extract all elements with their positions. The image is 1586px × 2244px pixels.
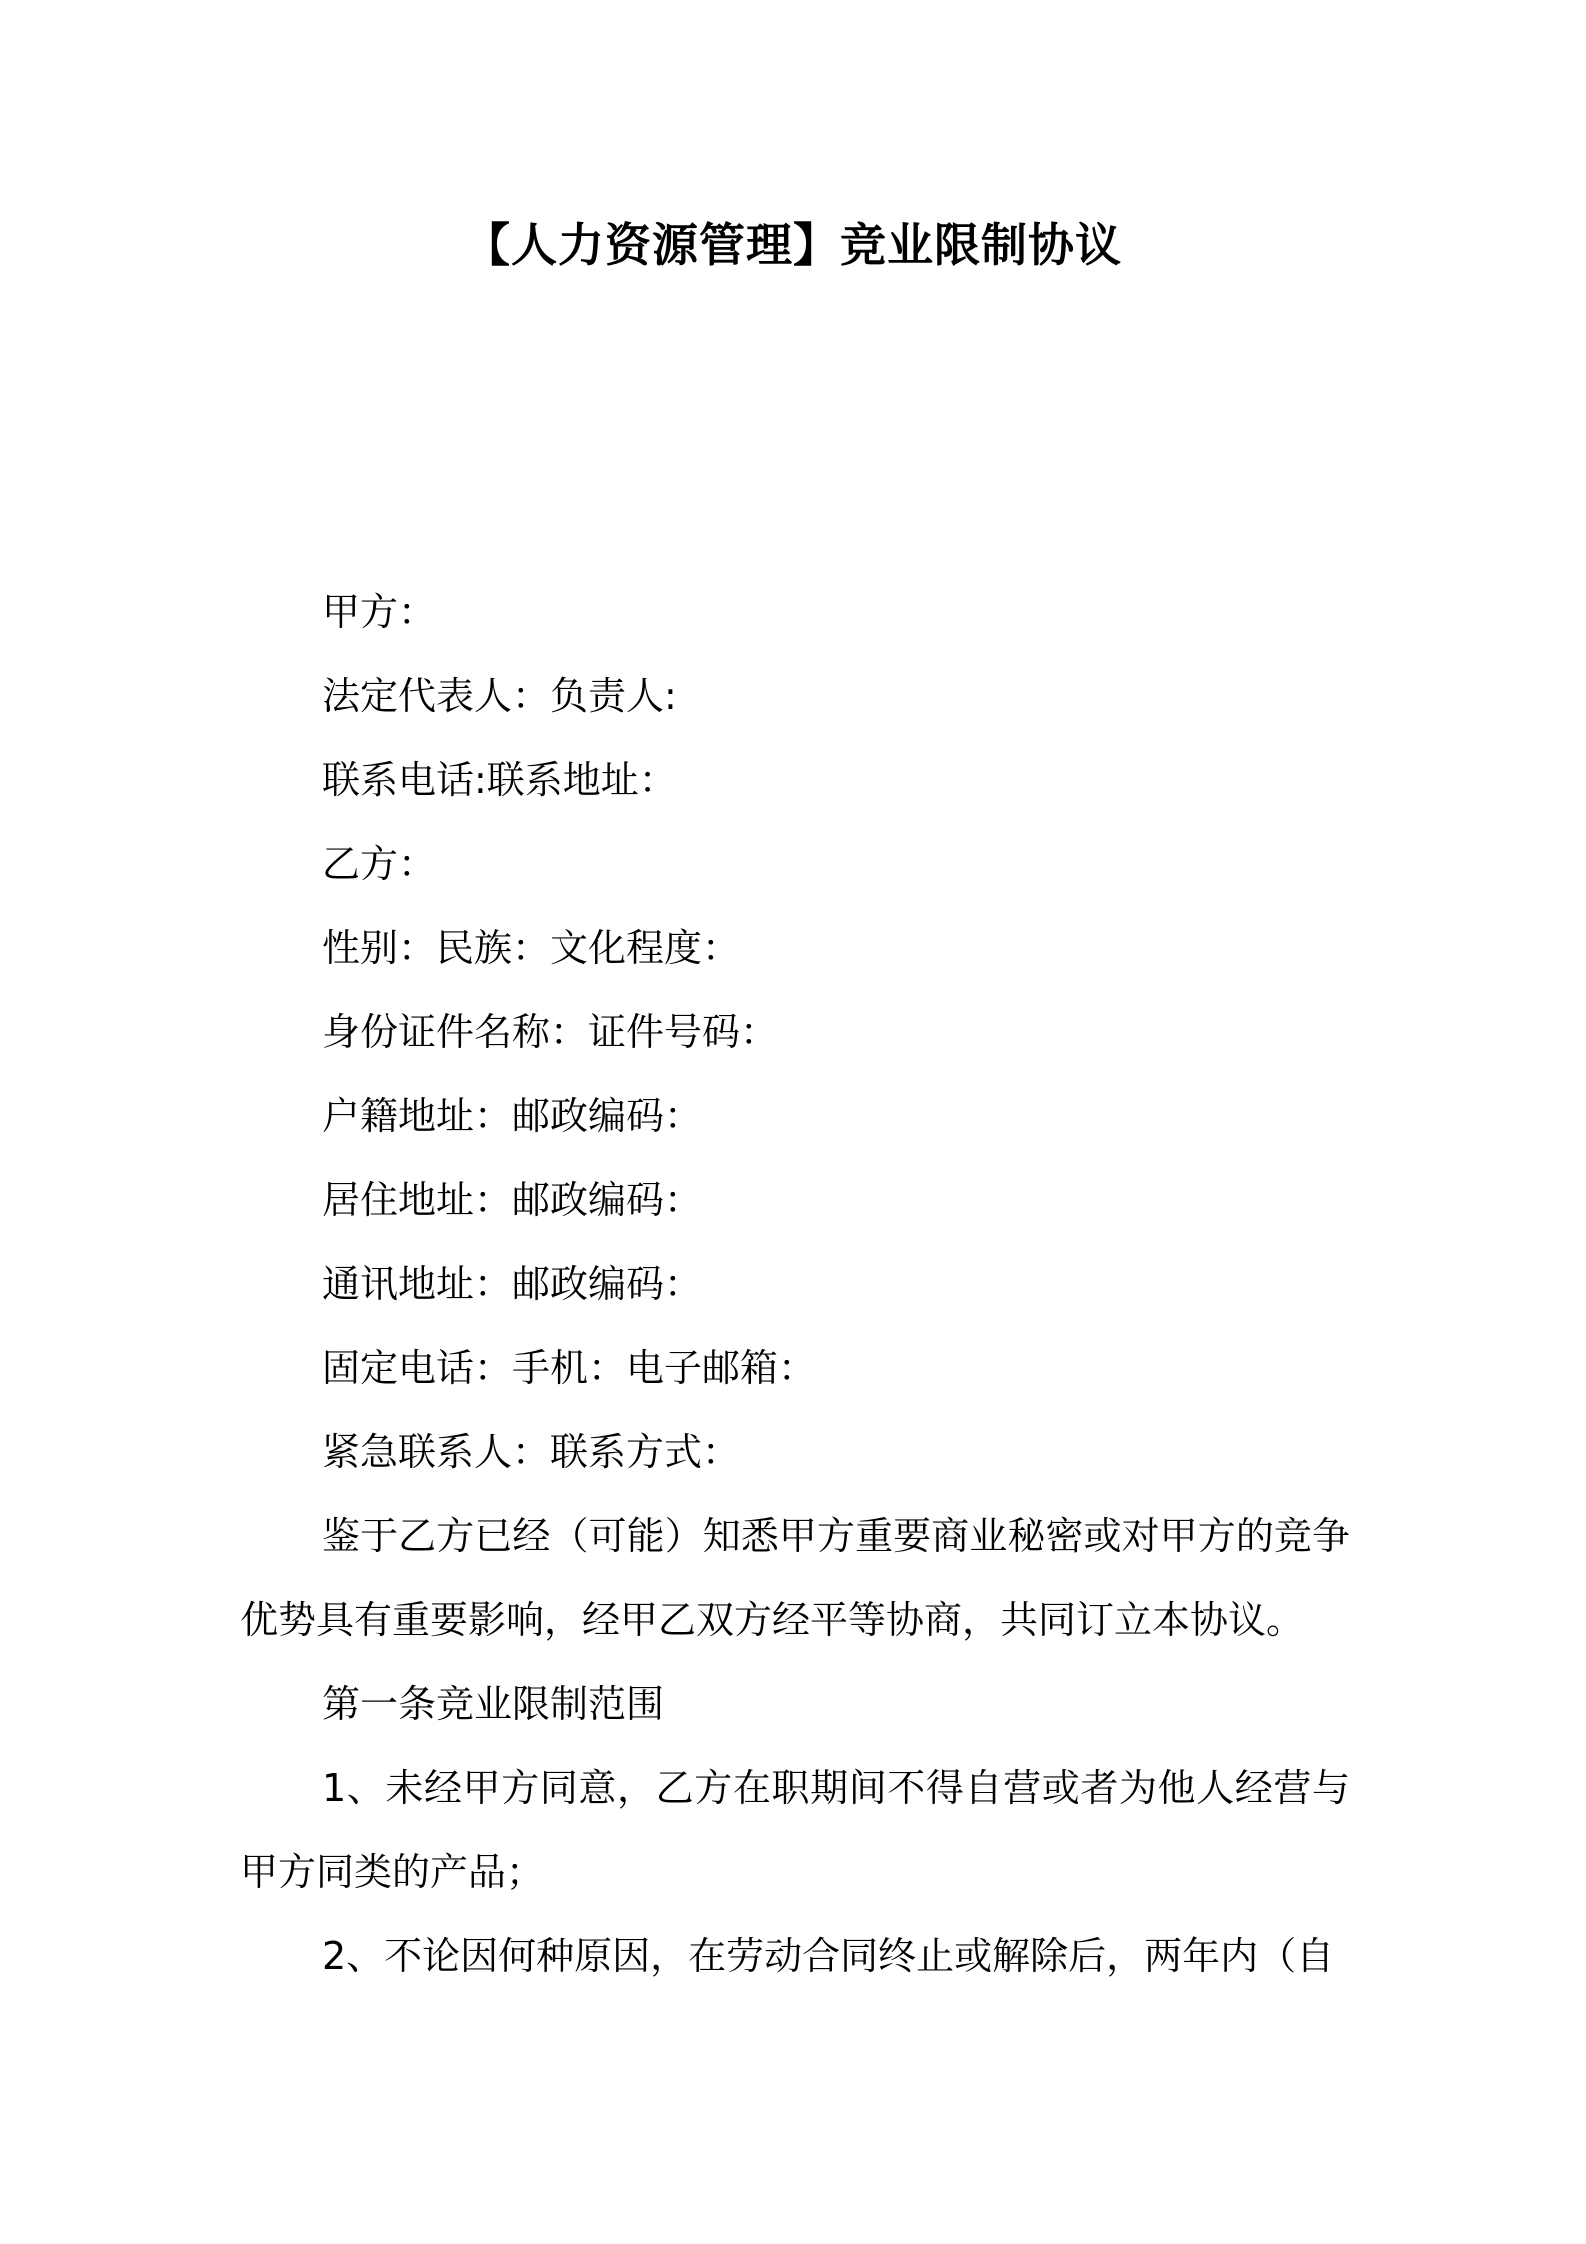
- field-residence-address: 居住地址：邮政编码：: [322, 1178, 703, 1222]
- article-1-item-1: 1、未经甲方同意，乙方在职期间不得自营或者为他人经营与甲方同类的产品；: [240, 1766, 1350, 1894]
- field-mail-address: 通讯地址：邮政编码：: [322, 1262, 703, 1306]
- preamble-paragraph: 鉴于乙方已经（可能）知悉甲方重要商业秘密或对甲方的竞争优势具有重要影响，经甲乙双方经平等协商，共同订立本协议。: [240, 1514, 1350, 1642]
- field-emergency-contact: 紧急联系人：联系方式：: [322, 1430, 741, 1474]
- article-1-item-2: 2、不论因何种原因，在劳动合同终止或解除后，两年内（自: [322, 1934, 1335, 1978]
- article-1-heading: 第一条竞业限制范围: [322, 1682, 665, 1726]
- field-gender-ethnicity-education: 性别：民族：文化程度：: [322, 926, 741, 970]
- field-contact: 联系电话:联系地址：: [322, 758, 677, 802]
- field-party-a: 甲方：: [322, 590, 437, 634]
- field-phones-email: 固定电话：手机：电子邮箱：: [322, 1346, 817, 1390]
- field-household-address: 户籍地址：邮政编码：: [322, 1094, 703, 1138]
- document-body: [240, 570, 1350, 1998]
- document-title: 【人力资源管理】竞业限制协议: [464, 218, 1122, 272]
- field-id-document: 身份证件名称：证件号码：: [322, 1010, 779, 1054]
- field-party-b: 乙方：: [322, 842, 437, 886]
- field-legal-representative: 法定代表人：负责人:: [322, 674, 677, 718]
